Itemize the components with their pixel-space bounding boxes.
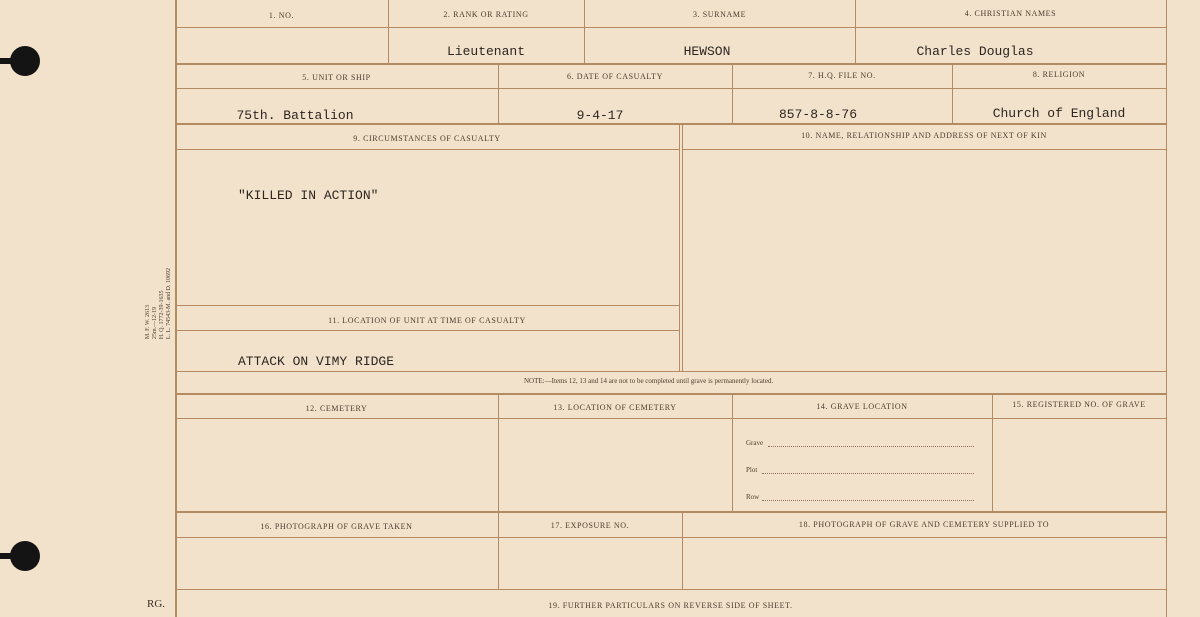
value-christian-names: Charles Douglas xyxy=(916,44,1034,59)
rule xyxy=(175,305,679,306)
grave-field-label: Grave xyxy=(746,439,764,447)
printer-imprint xyxy=(145,268,172,340)
punch-hole-top xyxy=(10,46,40,76)
header-exposure: 17. EXPOSURE NO. xyxy=(550,521,630,530)
header-hq-file: 7. H.Q. FILE NO. xyxy=(808,71,876,80)
divider xyxy=(679,123,680,371)
header-unit: 5. UNIT OR SHIP xyxy=(302,73,371,82)
header-grave-location: 14. GRAVE LOCATION xyxy=(816,402,908,411)
rule xyxy=(175,149,679,150)
value-hq-file: 857-8-8-76 xyxy=(778,107,857,122)
rule xyxy=(682,149,1166,150)
header-further-particulars: 19. FURTHER PARTICULARS ON REVERSE SIDE OF SHEET. xyxy=(548,601,793,610)
header-cemetery: 12. CEMETERY xyxy=(305,404,368,413)
header-date: 6. DATE OF CASUALTY xyxy=(566,72,663,81)
header-photo-supplied: 18. PHOTOGRAPH OF GRAVE AND CEMETERY SUPPLIED TO xyxy=(798,520,1050,529)
rule xyxy=(175,537,1166,538)
rule xyxy=(175,418,1166,419)
imprint-line: L. L. 74543-M. and D. 10692 xyxy=(166,268,172,340)
rule xyxy=(175,589,1166,590)
header-no: 1. NO. xyxy=(268,11,295,20)
rule xyxy=(175,123,1166,125)
header-next-of-kin: 10. NAME, RELATIONSHIP AND ADDRESS OF NEXT OF KIN xyxy=(801,131,1047,140)
rule xyxy=(175,371,1166,372)
right-border xyxy=(1166,0,1167,617)
rule xyxy=(175,511,1166,513)
row-field-line xyxy=(762,500,974,501)
row-field-label: Row xyxy=(746,493,760,501)
header-location-unit: 11. LOCATION OF UNIT AT TIME OF CASUALTY xyxy=(328,316,526,325)
plot-field-label: Plot xyxy=(746,466,758,474)
header-surname: 3. SURNAME xyxy=(692,10,747,19)
value-surname: HEWSON xyxy=(683,44,731,59)
value-religion: Church of England xyxy=(992,106,1126,121)
note-text: NOTE:—Items 12, 13 and 14 are not to be completed until grave is permanently located. xyxy=(524,377,774,385)
initials-stamp: RG. xyxy=(147,598,166,610)
divider xyxy=(682,123,683,371)
rule xyxy=(175,88,1166,89)
header-christian-names: 4. CHRISTIAN NAMES xyxy=(964,9,1057,18)
plot-field-line xyxy=(762,473,974,474)
header-circumstances: 9. CIRCUMSTANCES OF CASUALTY xyxy=(353,134,501,143)
header-registered-no: 15. REGISTERED NO. OF GRAVE xyxy=(1012,400,1146,409)
divider xyxy=(992,393,993,511)
header-location-cemetery: 13. LOCATION OF CEMETERY xyxy=(553,403,677,412)
punch-hole-bottom xyxy=(10,541,40,571)
rule xyxy=(175,330,679,331)
rule xyxy=(175,63,1166,65)
value-rank: Lieutenant xyxy=(446,44,525,59)
value-unit: 75th. Battalion xyxy=(236,108,354,123)
grave-field-line xyxy=(768,446,974,447)
header-photo-taken: 16. PHOTOGRAPH OF GRAVE TAKEN xyxy=(260,522,413,531)
value-date: 9-4-17 xyxy=(576,108,624,123)
header-rank: 2. RANK OR RATING xyxy=(443,10,529,19)
rule xyxy=(175,27,1166,28)
imprint-line: M. F. W. 2613 xyxy=(145,304,151,340)
header-religion: 8. RELIGION xyxy=(1032,70,1086,79)
value-circumstances: "KILLED IN ACTION" xyxy=(238,188,379,203)
rule xyxy=(175,393,1166,395)
value-location-unit: ATTACK ON VIMY RIDGE xyxy=(238,354,395,369)
imprint-line: 25m.—12-19 xyxy=(152,307,158,340)
imprint-line: H. Q. 1772-39-1635 xyxy=(159,290,165,340)
